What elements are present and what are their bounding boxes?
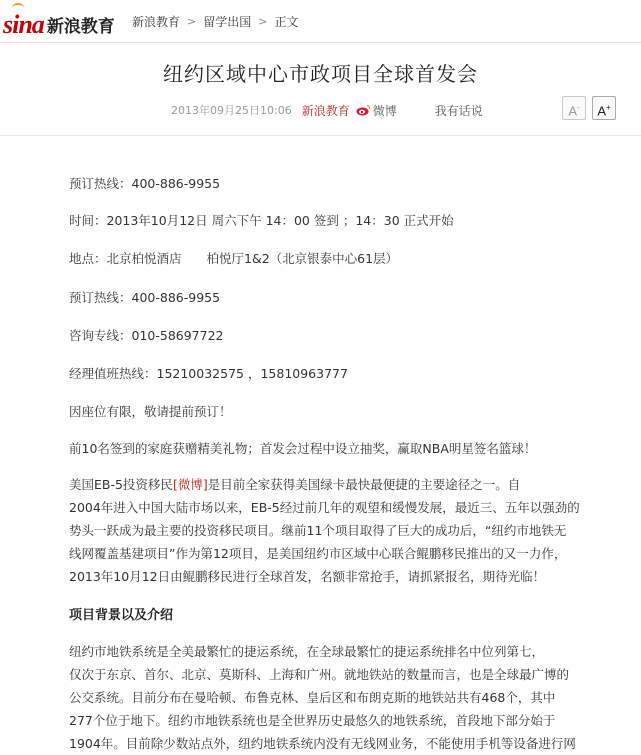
font-larger-button[interactable] (592, 96, 616, 120)
intro-line-4: 线网覆盖基建项目”作为第12项目，是美国纽约市区域中心联合鲲鹏移民推出的又一力作， (69, 546, 567, 561)
top-bar (0, 0, 641, 43)
background-line-4: 277个位于地下。纽约市地铁系统也是全世界历史最悠久的地铁系统，首段地下部分始于 (69, 713, 556, 728)
intro-paragraph (69, 473, 609, 588)
breadcrumb-study-abroad[interactable]: 留学出国 (203, 15, 252, 29)
article-meta (171, 102, 483, 118)
breadcrumb-separator: > (187, 15, 197, 28)
intro-line-3: 势头一跃成为最主要的投资移民项目。继前11个项目取得了巨大的成功后，“纽约市地铁无 (69, 523, 567, 538)
font-smaller-label: A (568, 103, 577, 119)
page-title: 纽约区域中心市政项目全球首发会 (163, 62, 478, 86)
intro-line-2: 2004年进入中国大陆市场以来，EB-5经过前几年的观望和缓慢发展，最近三、五年以强劲的 (69, 500, 580, 515)
section-heading: 项目背景以及介绍 (69, 608, 174, 623)
hotline-line: 预订热线：400-886-9955 (69, 176, 221, 191)
gift-line: 前10名签到的家庭获赠精美礼物；首发会过程中设立抽奖，赢取NBA明星签名篮球！ (69, 441, 537, 456)
font-larger-label: A (597, 103, 606, 119)
font-smaller-button[interactable] (562, 96, 586, 120)
manager-line: 经理值班热线：15210032575 ，15810963777 (69, 366, 348, 381)
sina-edu-logo[interactable] (3, 8, 115, 38)
background-line-1: 纽约市地铁系统是全美最繁忙的捷运系统，在全球最繁忙的捷运系统排名中位列第七， (69, 644, 545, 659)
sina-eye-icon (12, 3, 24, 12)
intro-line-1 (69, 473, 609, 496)
notice-line: 因座位有限，敬请提前预订！ (69, 404, 232, 419)
edu-logo-text: 新浪教育 (46, 17, 115, 37)
intro-line-1-post: 是目前全家获得美国绿卡最快最便捷的主要途径之一。自 (207, 477, 521, 492)
weibo-link[interactable]: 微博 (372, 103, 397, 118)
time-line: 时间：2013年10月12日 周六下午 14：00 签到 ；14：30 正式开始 (69, 213, 454, 228)
hotline-line-2: 预订热线：400-886-9955 (69, 290, 221, 305)
minus-icon: - (577, 103, 580, 112)
intro-line-1-pre: 美国EB-5投资移民 (69, 477, 173, 492)
breadcrumb-current: 正文 (274, 15, 299, 29)
consult-line: 咨询专线：010-58697722 (69, 328, 224, 343)
breadcrumb-home[interactable]: 新浪教育 (132, 15, 181, 29)
weibo-inline-link[interactable]: [微博] (172, 477, 208, 492)
publish-datetime: 2013年09月25日10:06 (171, 104, 292, 117)
plus-icon: + (606, 103, 611, 112)
header-divider (0, 135, 641, 136)
background-line-2: 仅次于东京、首尔、北京、莫斯科、上海和广州。就地铁站的数量而言，也是全球最广博的 (69, 667, 570, 682)
breadcrumb-separator: > (258, 15, 268, 28)
background-line-5: 1904年。目前除少数站点外，纽约地铁系统内没有无线网业务，不能使用手机等设备进行网 (69, 736, 576, 751)
place-line: 地点：北京柏悦酒店 柏悦厅1&2（北京银泰中心61层） (69, 251, 399, 266)
comment-link[interactable]: 我有话说 (434, 103, 483, 118)
background-line-3: 公交系统。目前分布在曼哈顿、布鲁克林、皇后区和布朗克斯的地铁站共有468个，其中 (69, 690, 556, 705)
background-paragraph (69, 640, 609, 755)
source-link[interactable]: 新浪教育 (301, 103, 350, 118)
weibo-icon[interactable] (356, 104, 371, 116)
breadcrumb (132, 13, 298, 30)
sina-logo-text: sina (3, 10, 44, 39)
intro-line-5: 2013年10月12日由鲲鹏移民进行全球首发，名额非常抢手，请抓紧报名，期待光临！ (69, 569, 546, 584)
